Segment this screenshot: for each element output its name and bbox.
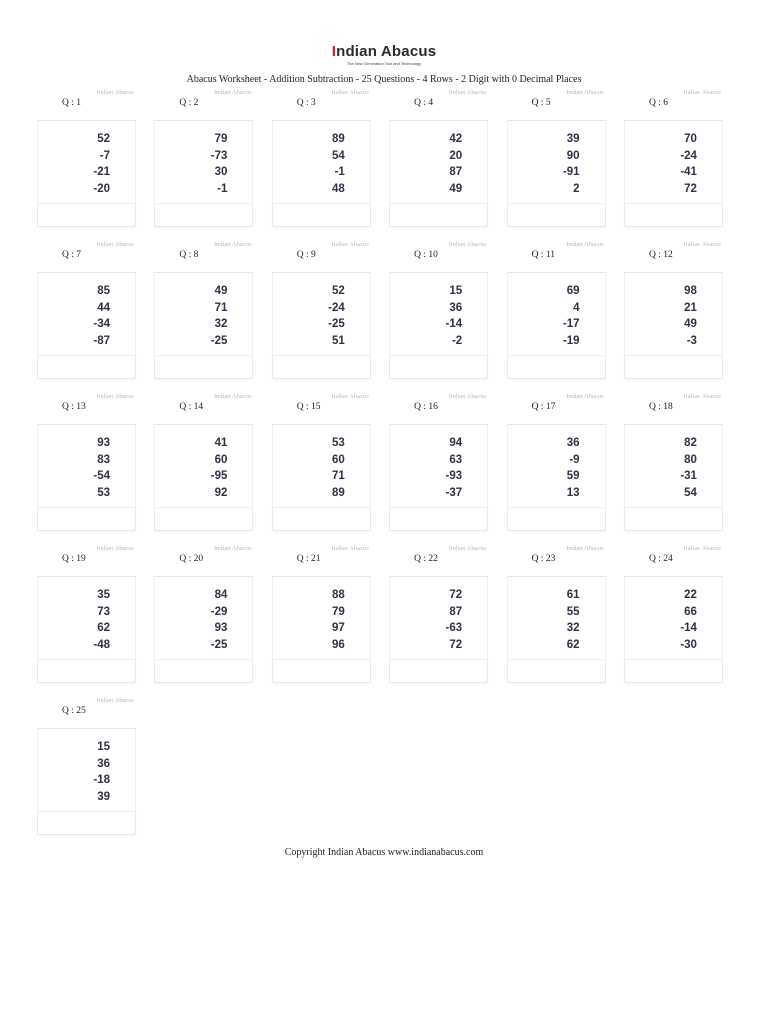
question-label: Q : 15 [296, 402, 321, 412]
question-card [272, 545, 371, 682]
watermark: Indian Abacus [448, 545, 487, 552]
question-header [37, 393, 136, 425]
watermark: Indian Abacus [448, 89, 487, 96]
number-list [567, 587, 580, 653]
question-header [507, 545, 606, 577]
question-card [272, 393, 371, 530]
question-label: Q : 19 [62, 554, 86, 564]
question-card [154, 89, 253, 226]
answer-box[interactable] [507, 507, 606, 531]
number-list [684, 283, 697, 349]
watermark: Indian Abacus [96, 393, 134, 400]
number-list [332, 131, 345, 197]
question-number: -9 [569, 453, 580, 466]
watermark: Indian Abacus [448, 241, 487, 248]
brand-name [0, 44, 768, 60]
question-number: 54 [684, 486, 697, 499]
question-number: 15 [449, 285, 463, 297]
question-number: 94 [449, 437, 463, 449]
answer-box[interactable] [37, 203, 136, 227]
answer-box[interactable] [507, 659, 606, 683]
question-label: Q : 21 [296, 554, 321, 564]
watermark: Indian Abacus [566, 393, 604, 400]
question-number: -3 [686, 334, 697, 347]
question-number: -93 [445, 470, 463, 482]
question-number: 87 [449, 166, 463, 178]
question-number: 53 [331, 437, 345, 449]
question-body [272, 273, 371, 355]
watermark: Indian Abacus [683, 545, 721, 552]
question-label: Q : 5 [531, 98, 551, 108]
question-header [154, 241, 253, 273]
question-body [272, 425, 371, 507]
question-card [37, 241, 136, 378]
question-number: 36 [449, 301, 463, 314]
question-body [507, 121, 606, 203]
question-body [272, 577, 371, 659]
question-number: 73 [97, 605, 110, 618]
brand-name-rest: ndian Abacus [336, 43, 437, 60]
question-number: 72 [684, 182, 697, 195]
question-number: -1 [334, 166, 345, 178]
question-number: 89 [331, 133, 345, 145]
watermark: Indian Abacus [96, 545, 134, 552]
answer-box[interactable] [154, 355, 253, 379]
question-number: 4 [573, 301, 580, 314]
question-header [37, 545, 136, 577]
watermark: Indian Abacus [566, 241, 604, 248]
watermark: Indian Abacus [683, 393, 721, 400]
question-number: -87 [93, 334, 110, 347]
question-number: 30 [214, 166, 228, 178]
question-label: Q : 10 [414, 250, 438, 260]
answer-box[interactable] [272, 203, 371, 227]
answer-box[interactable] [389, 203, 488, 227]
number-list [567, 435, 580, 501]
question-label: Q : 8 [179, 250, 199, 260]
watermark: Indian Abacus [683, 241, 721, 248]
question-number: 62 [97, 622, 110, 634]
question-card [37, 545, 136, 682]
question-header [37, 241, 136, 273]
copyright-footer: Copyright Indian Abacus www.indianabacus.com [284, 847, 484, 858]
question-number: 20 [449, 149, 463, 162]
question-card [37, 393, 136, 530]
question-number: 96 [331, 638, 345, 651]
question-number: 52 [97, 133, 110, 145]
question-number: 83 [97, 453, 110, 466]
question-number: 51 [331, 334, 345, 347]
question-number: 66 [684, 605, 697, 618]
number-list [446, 283, 463, 349]
question-body [37, 729, 136, 811]
question-body [624, 121, 723, 203]
question-number: 60 [331, 453, 345, 466]
question-number: 80 [684, 453, 697, 466]
question-number: 98 [684, 285, 697, 297]
question-number: 93 [97, 437, 110, 449]
question-card [37, 697, 136, 834]
question-number: 39 [97, 790, 110, 803]
question-header [272, 393, 371, 425]
question-grid [37, 89, 727, 834]
question-number: 32 [214, 318, 228, 330]
question-number: 53 [97, 486, 110, 499]
question-label: Q : 16 [414, 402, 438, 412]
question-number: 42 [449, 133, 463, 145]
question-number: 63 [449, 453, 463, 466]
question-card [624, 393, 723, 530]
question-label: Q : 18 [648, 402, 673, 412]
question-label: Q : 6 [648, 98, 668, 108]
question-card [507, 393, 606, 530]
question-number: -25 [210, 638, 228, 651]
number-list [93, 435, 110, 501]
question-label: Q : 22 [414, 554, 438, 564]
question-body [389, 273, 488, 355]
question-number: 85 [97, 285, 110, 297]
number-list [93, 739, 110, 805]
number-list [332, 587, 345, 653]
watermark: Indian Abacus [96, 241, 134, 248]
question-number: -17 [562, 318, 580, 330]
question-number: 41 [214, 437, 228, 449]
answer-box[interactable] [154, 203, 253, 227]
answer-box[interactable] [389, 659, 488, 683]
question-number: 90 [566, 149, 580, 162]
question-number: -21 [93, 166, 110, 178]
answer-box[interactable] [37, 659, 136, 683]
question-number: -18 [93, 774, 110, 786]
question-card [154, 545, 253, 682]
question-header [507, 241, 606, 273]
question-card [154, 241, 253, 378]
number-list [680, 435, 697, 501]
question-number: 54 [331, 149, 345, 162]
question-number: 60 [214, 453, 228, 466]
answer-box[interactable] [154, 507, 253, 531]
number-list [211, 283, 228, 349]
question-body [37, 577, 136, 659]
question-body [507, 425, 606, 507]
question-number: 70 [684, 133, 697, 145]
question-number: 36 [566, 437, 580, 449]
question-card [507, 89, 606, 226]
question-label: Q : 25 [62, 706, 86, 716]
brand-tagline: The New Generation Tool and Technology [346, 61, 422, 66]
number-list [449, 131, 462, 197]
question-number: 22 [684, 589, 697, 601]
watermark: Indian Abacus [566, 89, 604, 96]
question-number: 88 [331, 589, 345, 601]
question-number: 71 [214, 301, 228, 314]
question-label: Q : 9 [296, 250, 316, 260]
question-number: 44 [97, 301, 110, 314]
question-number: 72 [449, 589, 463, 601]
number-list [332, 435, 345, 501]
question-label: Q : 12 [648, 250, 673, 260]
number-list [563, 283, 580, 349]
question-number: -19 [562, 334, 580, 347]
question-number: -30 [680, 638, 697, 651]
question-number: -91 [562, 166, 580, 178]
answer-box[interactable] [37, 811, 136, 835]
question-card [37, 89, 136, 226]
question-header [154, 393, 253, 425]
question-card [389, 241, 488, 378]
question-number: -31 [680, 470, 697, 482]
answer-box[interactable] [624, 659, 723, 683]
question-label: Q : 2 [179, 98, 199, 108]
question-card [389, 393, 488, 530]
question-number: -14 [680, 622, 697, 634]
question-number: 39 [566, 133, 580, 145]
question-header [272, 545, 371, 577]
watermark: Indian Abacus [448, 393, 487, 400]
question-number: 13 [566, 486, 580, 499]
answer-box[interactable] [37, 355, 136, 379]
answer-box[interactable] [624, 355, 723, 379]
question-number: 48 [331, 182, 345, 195]
question-label: Q : 20 [179, 554, 204, 564]
question-number: 49 [449, 182, 463, 195]
question-body [389, 121, 488, 203]
watermark: Indian Abacus [331, 545, 369, 552]
question-number: 52 [331, 285, 345, 297]
question-number: -37 [445, 486, 463, 499]
question-number: -95 [210, 470, 228, 482]
watermark: Indian Abacus [214, 89, 252, 96]
question-card [507, 241, 606, 378]
question-label: Q : 24 [648, 554, 673, 564]
question-body [389, 425, 488, 507]
question-card [624, 89, 723, 226]
number-list [446, 587, 463, 653]
question-header [37, 697, 136, 729]
watermark: Indian Abacus [331, 393, 369, 400]
question-body [37, 121, 136, 203]
answer-box[interactable] [389, 507, 488, 531]
question-header [389, 393, 488, 425]
question-number: -25 [210, 334, 228, 347]
question-number: 21 [684, 301, 697, 314]
watermark: Indian Abacus [683, 89, 721, 96]
question-label: Q : 23 [531, 554, 556, 564]
question-body [154, 273, 253, 355]
question-body [507, 273, 606, 355]
brand-logo [0, 44, 768, 67]
number-list [680, 587, 697, 653]
answer-box[interactable] [154, 659, 253, 683]
question-body [154, 121, 253, 203]
question-card [507, 545, 606, 682]
watermark: Indian Abacus [331, 241, 369, 248]
question-number: 32 [566, 622, 580, 634]
question-body [624, 273, 723, 355]
question-number: -73 [210, 149, 228, 162]
question-number: -24 [328, 301, 345, 314]
question-body [389, 577, 488, 659]
question-card [389, 545, 488, 682]
answer-box[interactable] [37, 507, 136, 531]
question-number: -2 [451, 334, 463, 347]
question-card [272, 241, 371, 378]
question-header [272, 241, 371, 273]
question-number: 15 [97, 741, 110, 753]
question-number: 97 [331, 622, 345, 634]
question-body [154, 577, 253, 659]
question-card [624, 545, 723, 682]
number-list [211, 131, 228, 197]
question-number: 84 [214, 589, 228, 601]
question-number: -54 [93, 470, 110, 482]
question-header [272, 89, 371, 121]
number-list [328, 283, 345, 349]
question-number: 82 [684, 437, 697, 449]
question-number: -1 [217, 182, 228, 195]
question-header [624, 545, 723, 577]
question-label: Q : 1 [62, 98, 81, 108]
answer-box[interactable] [272, 355, 371, 379]
question-number: 49 [214, 285, 228, 297]
question-card [154, 393, 253, 530]
answer-box[interactable] [272, 507, 371, 531]
watermark: Indian Abacus [214, 393, 252, 400]
number-list [563, 131, 580, 197]
question-number: 36 [97, 757, 110, 770]
question-number: 79 [214, 133, 228, 145]
question-number: -14 [445, 318, 463, 330]
question-number: 55 [566, 605, 580, 618]
question-body [624, 577, 723, 659]
question-header [507, 393, 606, 425]
question-number: 87 [449, 605, 463, 618]
question-card [389, 89, 488, 226]
question-number: 79 [331, 605, 345, 618]
answer-box[interactable] [507, 355, 606, 379]
question-number: 62 [566, 638, 580, 651]
question-number: -24 [680, 149, 697, 162]
question-number: 61 [566, 589, 580, 601]
question-card [624, 241, 723, 378]
watermark: Indian Abacus [566, 545, 604, 552]
question-number: 35 [97, 589, 110, 601]
question-number: 72 [449, 638, 463, 651]
watermark: Indian Abacus [214, 241, 252, 248]
number-list [211, 587, 228, 653]
worksheet-title: Abacus Worksheet - Addition Subtraction - 25 Questions - 4 Rows - 2 Digit with 0 Decimal Places [186, 74, 582, 85]
question-header [389, 89, 488, 121]
question-label: Q : 17 [531, 402, 556, 412]
number-list [211, 435, 228, 501]
question-number: -41 [680, 166, 697, 178]
question-card [272, 89, 371, 226]
question-body [37, 425, 136, 507]
number-list [93, 283, 110, 349]
question-body [154, 425, 253, 507]
question-number: 93 [214, 622, 228, 634]
number-list [93, 587, 110, 653]
question-number: 2 [573, 182, 580, 195]
answer-box[interactable] [624, 507, 723, 531]
question-header [624, 241, 723, 273]
question-label: Q : 11 [531, 250, 555, 260]
question-number: 49 [684, 318, 697, 330]
question-header [154, 89, 253, 121]
question-label: Q : 7 [62, 250, 81, 260]
question-number: 89 [331, 486, 345, 499]
question-number: -25 [328, 318, 345, 330]
watermark: Indian Abacus [331, 89, 369, 96]
number-list [93, 131, 110, 197]
watermark: Indian Abacus [96, 697, 134, 704]
question-number: -48 [93, 638, 110, 651]
question-number: 69 [566, 285, 580, 297]
watermark: Indian Abacus [214, 545, 252, 552]
question-header [624, 393, 723, 425]
question-body [507, 577, 606, 659]
answer-box[interactable] [389, 355, 488, 379]
question-number: -63 [445, 622, 463, 634]
watermark: Indian Abacus [96, 89, 134, 96]
question-label: Q : 3 [296, 98, 316, 108]
question-number: -7 [99, 149, 110, 162]
answer-box[interactable] [624, 203, 723, 227]
question-label: Q : 14 [179, 402, 204, 412]
number-list [446, 435, 463, 501]
question-number: -20 [93, 182, 110, 195]
answer-box[interactable] [507, 203, 606, 227]
question-body [37, 273, 136, 355]
question-number: 59 [566, 470, 580, 482]
question-number: -29 [210, 605, 228, 618]
answer-box[interactable] [272, 659, 371, 683]
question-label: Q : 4 [414, 98, 434, 108]
question-header [389, 241, 488, 273]
brand-first-letter: I [331, 43, 337, 60]
question-body [272, 121, 371, 203]
question-label: Q : 13 [62, 402, 86, 412]
question-number: -34 [93, 318, 110, 330]
number-list [680, 131, 697, 197]
question-body [624, 425, 723, 507]
question-number: 92 [214, 486, 228, 499]
question-header [624, 89, 723, 121]
question-number: 71 [331, 470, 345, 482]
question-header [37, 89, 136, 121]
question-header [389, 545, 488, 577]
question-header [507, 89, 606, 121]
question-header [154, 545, 253, 577]
